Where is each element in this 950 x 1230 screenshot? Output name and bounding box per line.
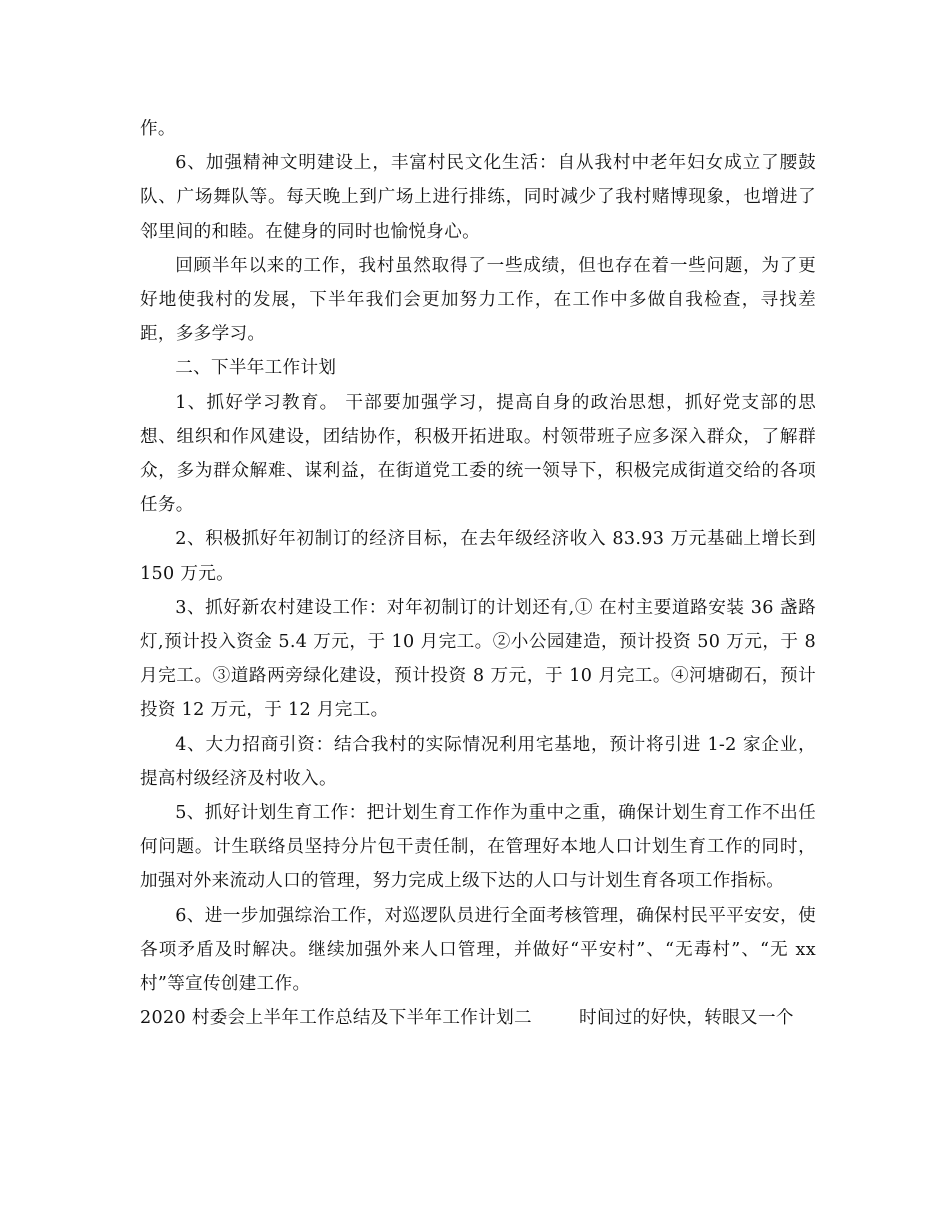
paragraph-plan-item-4: 4、大力招商引资：结合我村的实际情况利用宅基地，预计将引进 1-2 家企业，提高村级经济及村收入。 bbox=[140, 734, 816, 789]
paragraph-plan-item-5: 5、抓好计划生育工作：把计划生育工作作为重中之重，确保计划生育工作不出任何问题。计生联络员坚持分片包干责任制，在管理好本地人口计划生育工作的同时，加强对外来流动人口的管理，努力完成上级下达的人口与计划生育各项工作指标。 bbox=[140, 803, 816, 892]
paragraph-item-6-culture: 6、加强精神文明建设上，丰富村民文化生活：自从我村中老年妇女成立了腰鼓队、广场舞队等。每天晚上到广场上进行排练，同时减少了我村赌博现象，也增进了邻里间的和睦。在健身的同时也愉悦身心。 bbox=[140, 153, 816, 242]
paragraph-continuation: 作。 bbox=[140, 119, 176, 139]
section-heading-plan: 二、下半年工作计划 bbox=[175, 358, 337, 379]
paragraph-plan-item-2: 2、积极抓好年初制订的经济目标，在去年级经济收入 83.93 万元基础上增长到 150 万元。 bbox=[140, 529, 816, 584]
paragraph-plan-item-1: 1、抓好学习教育。 干部要加强学习，提高自身的政治思想，抓好党支部的思想、组织和作风建设，团结协作，积极开拓进取。村领带班子应多深入群众，了解群众，多为群众解难、谋利益，在街道党工委的统一领导下，积极完成街道交给的各项任务。 bbox=[140, 392, 816, 516]
paragraph-review: 回顾半年以来的工作，我村虽然取得了一些成绩，但也存在着一些问题，为了更好地使我村的发展，下半年我们会更加努力工作，在工作中多做自我检查，寻找差距，多多学习。 bbox=[140, 255, 816, 345]
paragraph-plan-item-3: 3、抓好新农村建设工作：对年初制订的计划还有,① 在村主要道路安装 36 盏路灯,预计投入资金 5.4 万元，于 10 月完工。②小公园建造，预计投资 50 万元，于 8 月完工。③道路两旁绿化建设，预计投资 8 万元，于 10 月完工。④河塘砌石，预计投资 12 万元，于 12 月完工。 bbox=[140, 597, 816, 721]
next-section-intro: 时间过的好快，转眼又一个 bbox=[579, 1008, 794, 1029]
document-body bbox=[140, 112, 816, 1035]
paragraph-plan-item-6: 6、进一步加强综治工作，对巡逻队员进行全面考核管理，确保村民平平安安，使各项矛盾及时解决。继续加强外来人口管理，并做好“平安村”、“无毒村”、“无 xx 村”等宣传创建工作。 bbox=[140, 905, 816, 995]
next-section-line bbox=[140, 1001, 816, 1035]
next-section-title: 2020 村委会上半年工作总结及下半年工作计划二 bbox=[140, 1008, 532, 1029]
